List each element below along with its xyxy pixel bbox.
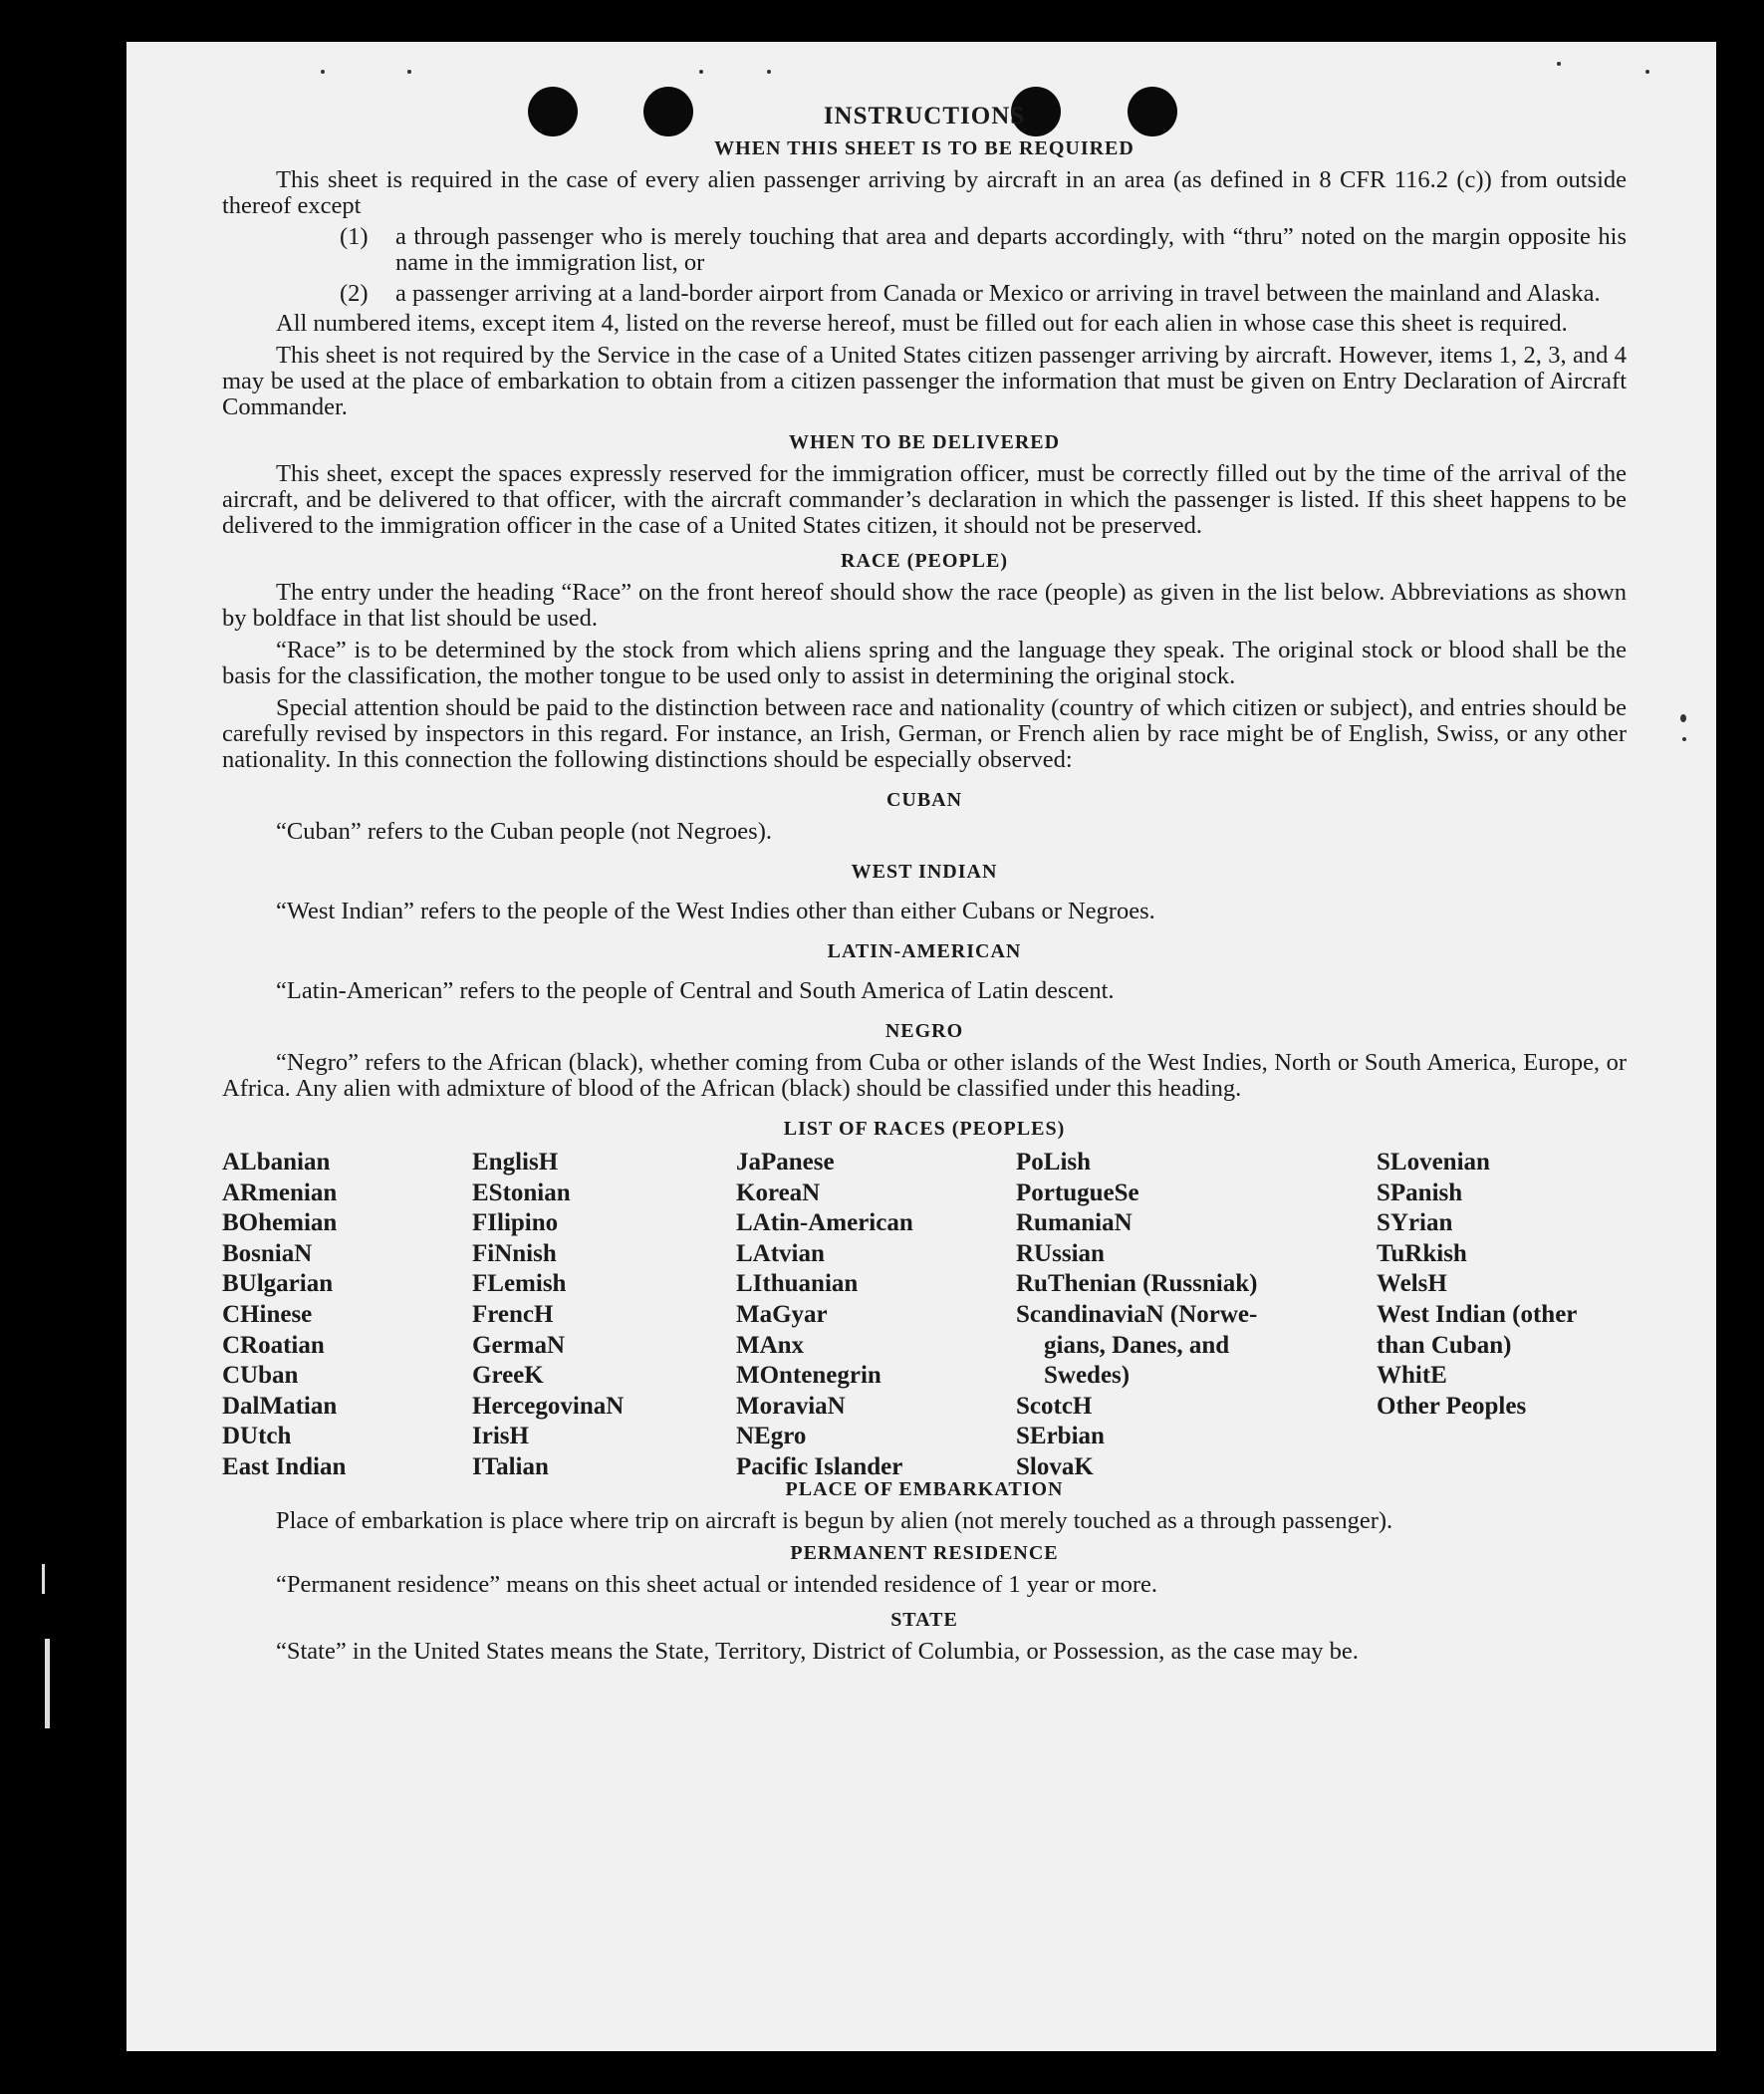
- race-entry: FIlipino: [472, 1209, 559, 1237]
- race-entry: NEgro: [736, 1423, 807, 1450]
- race-entry: West Indian (other: [1377, 1300, 1578, 1328]
- race-entry: FrencH: [472, 1300, 554, 1328]
- race-entry: SlovaK: [1016, 1452, 1094, 1480]
- race-entry: LIthuanian: [736, 1270, 859, 1298]
- section-heading-delivered: WHEN TO BE DELIVERED: [788, 431, 1061, 453]
- paragraph: All numbered items, except item 4, listed on the reverse hereof, must be filled out for each alien in whose case this sheet is required.: [276, 310, 1568, 337]
- speck: [1557, 62, 1561, 66]
- race-entry: RUssian: [1016, 1239, 1105, 1267]
- race-entry: than Cuban): [1377, 1331, 1512, 1359]
- race-entry: ScotcH: [1016, 1392, 1093, 1420]
- exception-text: a passenger arriving at a land-border airport from Canada or Mexico or arriving in travel between the mainland and Alaska.: [395, 280, 1601, 307]
- race-column: [1377, 1148, 1577, 1422]
- race-entry: KoreaN: [736, 1178, 821, 1206]
- speck: [767, 70, 771, 74]
- race-entry: CRoatian: [222, 1331, 325, 1359]
- race-entry: LAtin-American: [736, 1209, 913, 1237]
- race-entry: gians, Danes, and: [1044, 1331, 1230, 1359]
- scan-artifact: [45, 1639, 50, 1728]
- paragraph: “Cuban” refers to the Cuban people (not Negroes).: [276, 818, 772, 845]
- paragraph: “Negro” refers to the African (black), whether coming from Cuba or other islands of the West Indies, North or South America, Europe, or Africa. Any alien with admixture of blood of the African (black) should be classified under this heading.: [222, 1049, 1627, 1102]
- section-heading-west-indian: WEST INDIAN: [851, 861, 998, 883]
- race-entry: JaPanese: [736, 1149, 835, 1176]
- exception-text: a through passenger who is merely touching that area and departs accordingly, with “thru” noted on the margin opposite his name in the immigration list, or: [395, 223, 1627, 276]
- document-sheet: [126, 42, 1716, 2051]
- race-entry: Pacific Islander: [736, 1452, 903, 1480]
- race-entry: RuThenian (Russniak): [1016, 1270, 1258, 1298]
- race-entry: FiNnish: [472, 1239, 557, 1267]
- paragraph: This sheet is required in the case of every alien passenger arriving by aircraft in an area (as defined in 8 CFR 116.2 (c)) from outside thereof except: [222, 166, 1627, 219]
- race-entry: EnglisH: [472, 1149, 559, 1176]
- race-entry: EStonian: [472, 1178, 571, 1206]
- race-entry: WelsH: [1377, 1270, 1447, 1298]
- race-entry: BosniaN: [222, 1239, 313, 1267]
- exception-item: [222, 224, 1627, 276]
- section-heading-race: RACE (PEOPLE): [841, 550, 1008, 572]
- speck: [699, 70, 703, 74]
- race-entry: FLemish: [472, 1270, 567, 1298]
- section-heading-list-of-races: LIST OF RACES (PEOPLES): [783, 1118, 1066, 1140]
- exception-number: (1): [340, 223, 369, 250]
- race-entry: MOntenegrin: [736, 1362, 882, 1390]
- race-column: [736, 1148, 913, 1483]
- race-entry: East Indian: [222, 1452, 347, 1480]
- paragraph: “Permanent residence” means on this sheet actual or intended residence of 1 year or more.: [276, 1571, 1158, 1598]
- paragraph: “Race” is to be determined by the stock from which aliens spring and the language they speak. The original stock or blood shall be the basis for the classification, the mother tongue to be used only to assist in determining the original stock.: [222, 637, 1627, 689]
- race-entry: HercegovinaN: [472, 1392, 625, 1420]
- exception-number: (2): [340, 280, 369, 307]
- instructions-body: [222, 104, 1627, 1665]
- page-title: INSTRUCTIONS: [823, 103, 1026, 130]
- race-entry: ScandinaviaN (Norwe-: [1016, 1300, 1258, 1328]
- section-heading-latin-american: LATIN-AMERICAN: [827, 940, 1022, 962]
- race-entry: DalMatian: [222, 1392, 338, 1420]
- race-column: [222, 1148, 346, 1483]
- race-entry: BOhemian: [222, 1209, 338, 1237]
- paragraph: Place of embarkation is place where trip on aircraft is begun by alien (not merely touched as a through passenger).: [276, 1507, 1393, 1534]
- paragraph: “Latin-American” refers to the people of Central and South America of Latin descent.: [276, 977, 1115, 1004]
- race-entry: DUtch: [222, 1423, 292, 1450]
- race-entry: CUban: [222, 1362, 299, 1390]
- speck: [321, 70, 325, 74]
- paragraph: Special attention should be paid to the distinction between race and nationality (country of which citizen or subject), and entries should be carefully revised by inspectors in this regard. For instance, an Irish, German, or French alien by race might be of English, Swiss, or any other nationality. In this connection the following distinctions should be especially observed:: [222, 694, 1627, 773]
- paragraph: This sheet, except the spaces expressly reserved for the immigration officer, must be correctly filled out by the time of the arrival of the aircraft, and be delivered to that officer, with the aircraft commander’s declaration in which the passenger is listed. If this sheet happens to be delivered to the immigration officer in the case of a United States citizen, it should not be preserved.: [222, 460, 1627, 539]
- section-heading-permanent-residence: PERMANENT RESIDENCE: [790, 1542, 1059, 1564]
- section-heading-place-of-embarkation: PLACE OF EMBARKATION: [785, 1478, 1064, 1500]
- race-entry: PortugueSe: [1016, 1178, 1139, 1206]
- race-entry: GreeK: [472, 1362, 544, 1390]
- section-heading-required: WHEN THIS SHEET IS TO BE REQUIRED: [714, 137, 1134, 159]
- section-heading-negro: NEGRO: [884, 1020, 964, 1042]
- race-entry: LAtvian: [736, 1239, 825, 1267]
- speck: [1682, 737, 1686, 741]
- speck: [1680, 714, 1686, 722]
- race-entry: MaGyar: [736, 1300, 828, 1328]
- race-entry: ARmenian: [222, 1178, 338, 1206]
- race-entry: PoLish: [1016, 1149, 1092, 1176]
- race-entry: WhitE: [1377, 1362, 1447, 1390]
- scan-artifact: [42, 1564, 45, 1594]
- race-entry: SLovenian: [1377, 1149, 1490, 1176]
- race-entry: GermaN: [472, 1331, 566, 1359]
- race-entry: CHinese: [222, 1300, 313, 1328]
- race-entry: IrisH: [472, 1423, 529, 1450]
- race-column: [472, 1148, 624, 1483]
- speck: [1645, 70, 1649, 74]
- race-entry: SPanish: [1377, 1178, 1463, 1206]
- paragraph: The entry under the heading “Race” on the front hereof should show the race (people) as given in the list below. Abbreviations as shown by boldface in that list should be used.: [222, 579, 1627, 632]
- race-entry: MAnx: [736, 1331, 805, 1359]
- section-heading-cuban: CUBAN: [885, 789, 963, 811]
- race-entry: Other Peoples: [1377, 1392, 1527, 1420]
- exception-item: [222, 281, 1627, 307]
- race-entry: ITalian: [472, 1452, 549, 1480]
- paragraph: “West Indian” refers to the people of the West Indies other than either Cubans or Negroes.: [276, 898, 1155, 924]
- race-entry: BUlgarian: [222, 1270, 334, 1298]
- section-heading-state: STATE: [890, 1609, 958, 1631]
- race-column: [1016, 1148, 1257, 1483]
- race-list: [222, 1148, 1627, 1480]
- paragraph: “State” in the United States means the State, Territory, District of Columbia, or Possession, as the case may be.: [276, 1638, 1359, 1665]
- race-entry: SErbian: [1016, 1423, 1105, 1450]
- race-entry: RumaniaN: [1016, 1209, 1133, 1237]
- race-entry: ALbanian: [222, 1149, 331, 1176]
- race-entry: Swedes): [1044, 1362, 1131, 1390]
- race-entry: SYrian: [1377, 1209, 1453, 1237]
- paragraph: This sheet is not required by the Service in the case of a United States citizen passenger arriving by aircraft. However, items 1, 2, 3, and 4 may be used at the place of embarkation to obtain from a citizen passenger the information that must be given on Entry Declaration of Aircraft Commander.: [222, 342, 1627, 420]
- race-entry: MoraviaN: [736, 1392, 846, 1420]
- race-entry: TuRkish: [1377, 1239, 1467, 1267]
- speck: [407, 70, 411, 74]
